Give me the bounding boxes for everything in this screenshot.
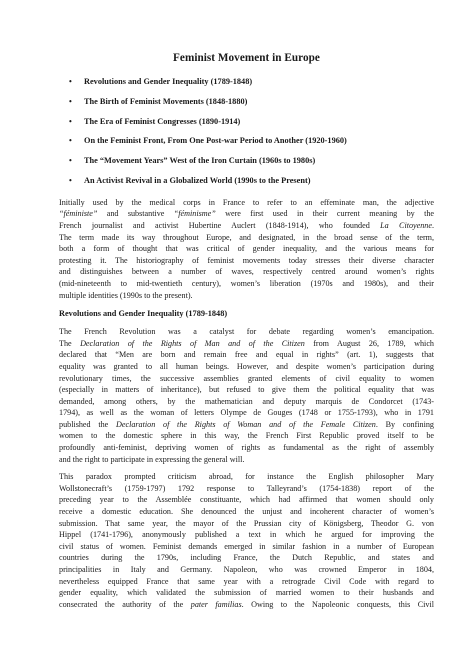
bullet-icon: •	[69, 175, 72, 185]
bullet-icon: •	[69, 96, 72, 106]
toc-item: • The Birth of Feminist Movements (1848-1880)	[59, 92, 434, 112]
body-paragraph-2: This paradox prompted criticism abroad, for instance the English philosopher Mary Wollstonecraft’s (1759-1797) 1792 response to Talleyrand’s (1754-1838) report of the preceding year to the Assemblée constituante, which had affirmed that women should only receive a domestic education. She denounced the unjust and incoherent character of women’s submission. That same year, the mayor of the Prussian city of Königsberg, Theodor G. von Hippel (1741-1796), anonymously published a text in which he argued for improving the civil status of women. Feminist demands emerged in similar fashion in a number of European countries during the 1790s, including France, the Dutch Republic, and states and principalities in Italy and Germany. Napoleon, who was crowned Emperor in 1804, nevertheless equipped France that same year with a retrograde Civil Code with regard to gender equality, which validated the submission of married women to their husbands and consecrated the authority of the pater familias. Owing to the Napoleonic conquests, this Civil	[59, 472, 434, 609]
toc-item: • An Activist Revival in a Globalized World (1990s to the Present)	[59, 171, 434, 191]
bullet-icon: •	[69, 156, 72, 166]
toc-item: • Revolutions and Gender Inequality (1789-1848)	[59, 72, 434, 92]
bullet-icon: •	[69, 116, 72, 126]
toc-item: • The “Movement Years” West of the Iron Curtain (1960s to 1980s)	[59, 151, 434, 171]
intro-paragraph: Initially used by the medical corps in France to refer to an effeminate man, the adjective “féministe” and substantive “féminisme” were first used in their current meaning by the French journalist and activist Hubertine Auclert (1848-1914), who founded La Citoyenne. The term made its way throughout Europe, and designated, in the broad sense of the term, both a form of thought that was critical of gender inequality, and the various means for protesting it. The historiography of feminist movements today stresses their diverse character and distinguishes between a number of waves, respectively centred around women’s rights (mid-nineteenth to mid-twentieth century), women’s liberation (1970s and 1980s), and their multiple identities (1990s to the present).	[59, 197, 434, 300]
bullet-icon: •	[69, 136, 72, 146]
table-of-contents	[59, 72, 434, 191]
body-paragraph-1: The French Revolution was a catalyst for debate regarding women’s emancipation. The Declaration of the Rights of Man and of the Citizen from August 26, 1789, which declared that “Men are born and remain free and equal in rights” (art. 1), suggests that equality was granted to all human beings. However, and despite women’s participation during revolutionary times, the successive assemblies granted elements of civil equality to women (especially in matters of inheritance), but refused to give them the political equality that was demanded, among others, by the mathematician and deputy marquis de Condorcet (1743- 1794), as well as the woman of letters Olympe de Gouges (1748 or 1755-1793), who in 1791 published the Declaration of the Rights of Woman and of the Female Citizen. By confining women to the domestic sphere in this way, the French First Republic proved itself to be profoundly anti-feminist, depriving women of rights as fundamental as the right of assembly and the right to participate in expressing the general will.	[59, 327, 434, 464]
toc-item: • The Era of Feminist Congresses (1890-1914)	[59, 112, 434, 132]
document-title: Feminist Movement in Europe	[173, 52, 320, 64]
toc-item: • On the Feminist Front, From One Post-war Period to Another (1920-1960)	[59, 131, 434, 151]
bullet-icon: •	[69, 77, 72, 86]
section-heading: Revolutions and Gender Inequality (1789-1848)	[59, 309, 228, 319]
